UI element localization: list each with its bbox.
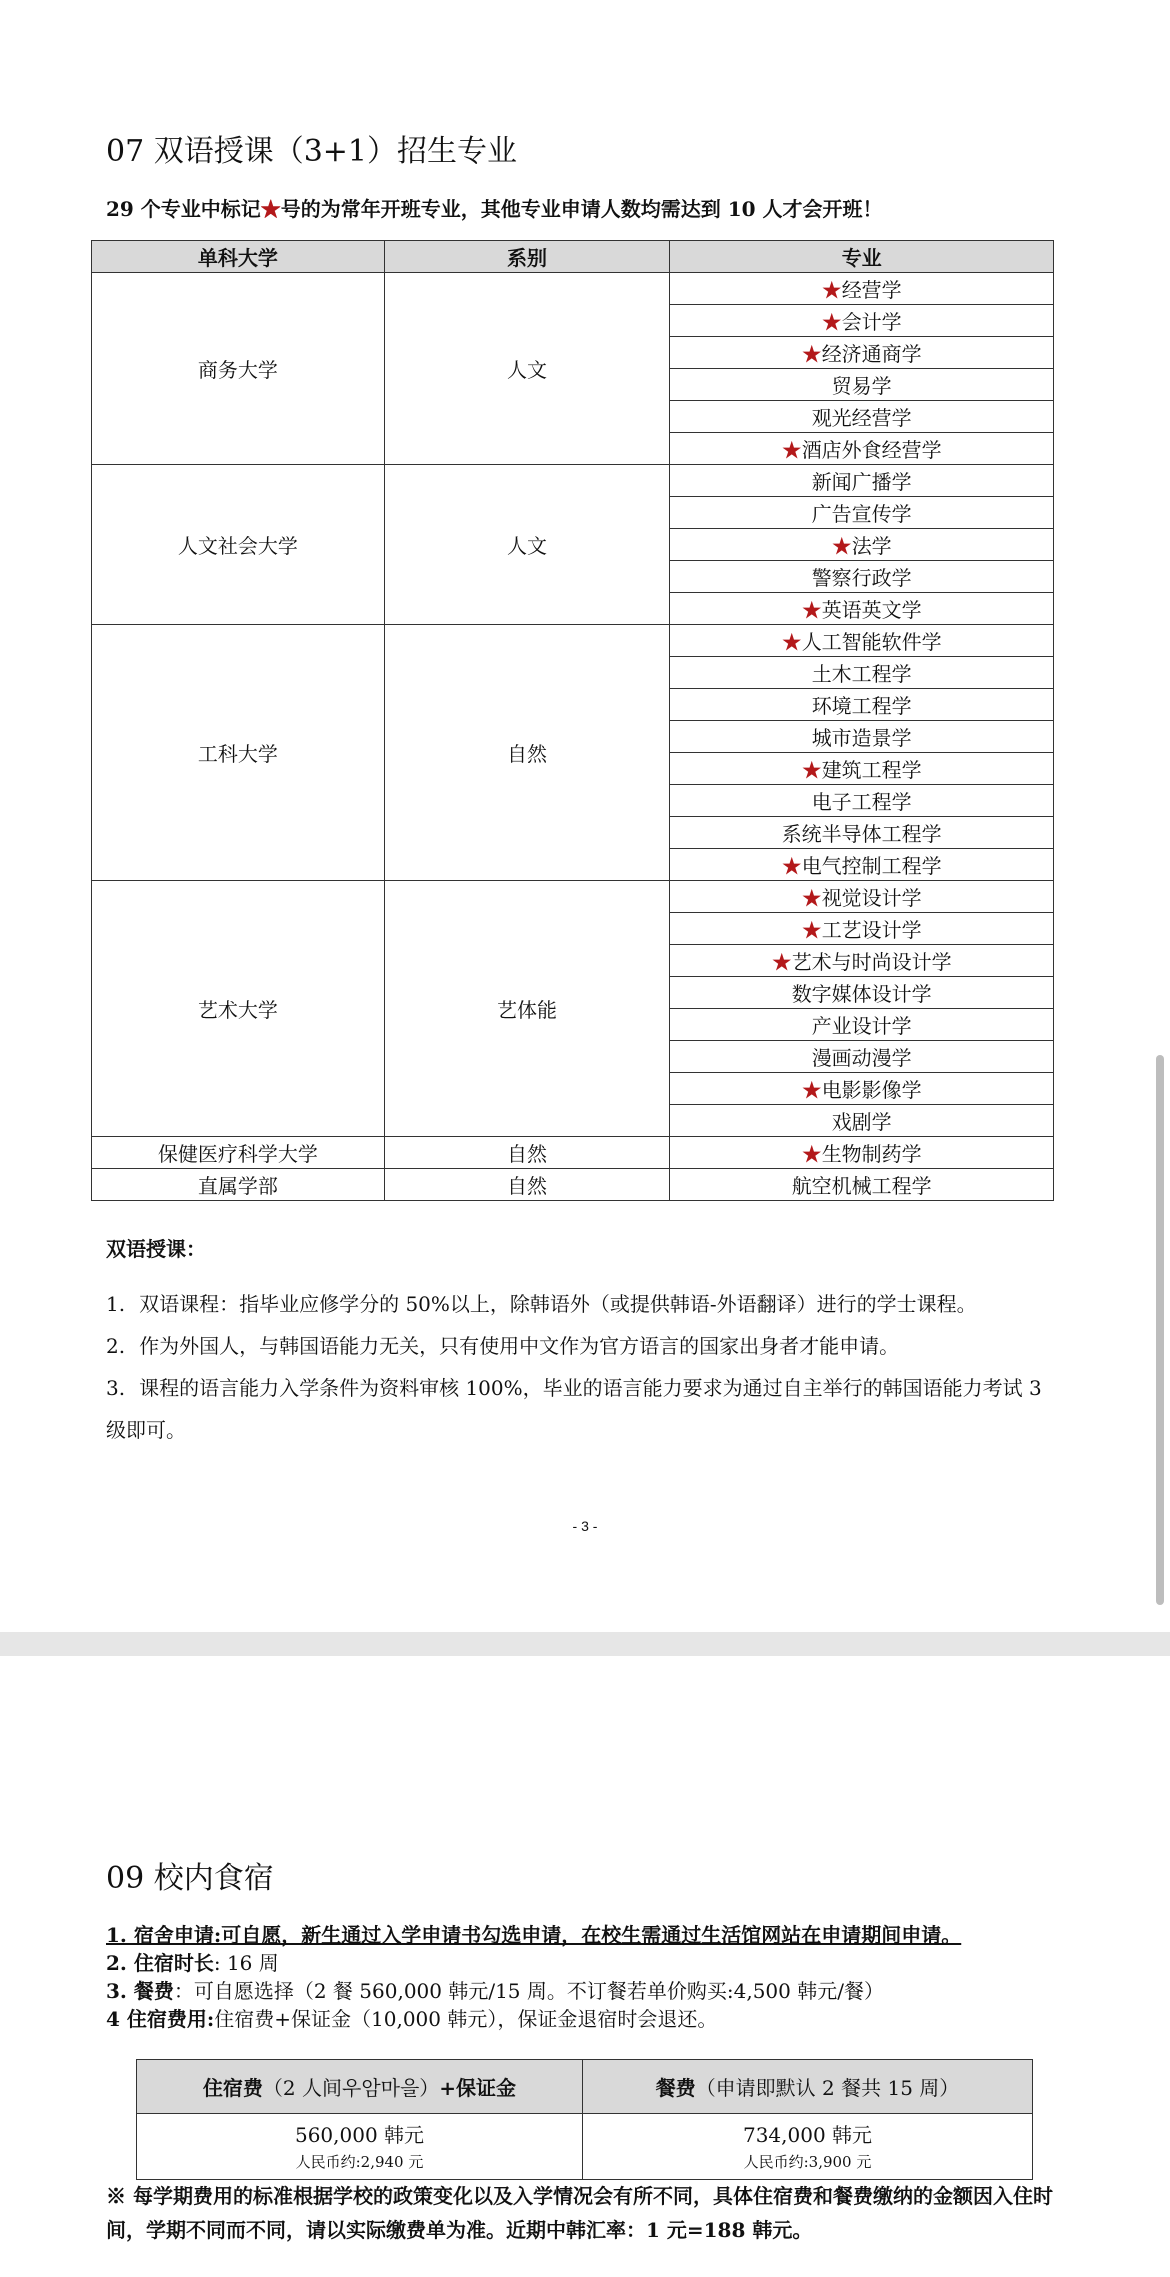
major-name: 法学 [851,534,892,558]
star-icon: ★ [781,854,802,878]
major-cell [670,305,1054,337]
major-cell [670,401,1054,433]
major-name: 酒店外食经营学 [801,438,942,462]
major-cell [670,785,1054,817]
star-icon: ★ [801,598,822,622]
note-text-a: 29 个专业中标记 [106,197,261,221]
table-row [92,273,1054,305]
star-icon: ★ [781,630,802,654]
list-item: 3. 课程的语言能力入学条件为资料审核 100%，毕业的语言能力要求为通过自主举行的韩国语能力考试 3 级即可。 [106,1376,1042,1442]
list-item-fee: 4 住宿费用:住宿费+保证金（10,000 韩元），保证金退宿时会退还。 [106,2007,718,2031]
major-name: 观光经营学 [811,406,912,430]
star-icon: ★ [831,534,852,558]
table-row [92,1137,1054,1169]
star-icon: ★ [821,310,842,334]
list-item: 2. 作为外国人，与韩国语能力无关，只有使用中文作为官方语言的国家出身者才能申请。 [106,1334,900,1358]
meal-fee-cell: 734,000 韩元 人民币约:3,900 元 [583,2114,1033,2180]
dept-cell: 人文 [384,465,670,625]
fee-table [136,2059,1033,2180]
major-name: 英语英文学 [821,598,922,622]
dorm-info-list [106,1921,961,2033]
major-name: 电气控制工程学 [801,854,942,878]
note-text-b: 号的为常年开班专业，其他专业申请人数均需达到 10 人才会开班！ [280,197,883,221]
star-icon: ★ [801,342,822,366]
star-icon: ★ [821,278,842,302]
star-icon: ★ [801,1142,822,1166]
list-item: 1. 双语课程：指毕业应修学分的 50%以上，除韩语外（或提供韩语-外语翻译）进行的学士课程。 [106,1292,977,1316]
list-item-stay: 2. 住宿时长: 16 周 [106,1951,279,1975]
major-name: 贸易学 [831,374,892,398]
star-icon: ★ [801,886,822,910]
major-name: 人工智能软件学 [801,630,942,654]
major-cell [670,337,1054,369]
major-name: 戏剧学 [831,1110,892,1134]
section-title-bilingual: 07 双语授课（3+1）招生专业 [106,134,518,169]
list-item-dorm-apply: 1. 宿舍申请:可自愿，新生通过入学申请书勾选申请，在校生需通过生活馆网站在申请期间申请。 [106,1923,962,1947]
college-cell: 商务大学 [92,273,385,465]
major-name: 电子工程学 [811,790,912,814]
major-cell [670,753,1054,785]
major-cell [670,977,1054,1009]
major-name: 经营学 [841,278,902,302]
dept-cell: 艺体能 [384,881,670,1137]
major-cell [670,1073,1054,1105]
major-name: 生物制药学 [821,1142,922,1166]
fee-table-row [137,2114,1033,2180]
major-name: 数字媒体设计学 [791,982,932,1006]
table-row [92,465,1054,497]
table-row [92,1169,1054,1201]
major-name: 建筑工程学 [821,758,922,782]
bilingual-list [106,1283,1066,1451]
major-cell [670,529,1054,561]
major-name: 漫画动漫学 [811,1046,912,1070]
star-icon: ★ [801,1078,822,1102]
dept-cell: 人文 [384,273,670,465]
college-cell: 直属学部 [92,1169,385,1201]
major-cell [670,817,1054,849]
college-cell: 艺术大学 [92,881,385,1137]
list-item-meal: 3. 餐费：可自愿选择（2 餐 560,000 韩元/15 周。不订餐若单价购买:4,500 韩元/餐） [106,1979,884,2003]
college-cell: 保健医疗科学大学 [92,1137,385,1169]
major-cell [670,945,1054,977]
star-icon: ★ [801,918,822,942]
fee-footnote: ※ 每学期费用的标准根据学校的政策变化以及入学情况会有所不同，具体住宿费和餐费缴纳的金额因入住时间，学期不同而不同，请以实际缴费单为准。近期中韩汇率：1 元=188 韩元。 [106,2184,1053,2242]
major-cell [670,465,1054,497]
header-dorm-fee: 住宿费（2 人间우암마을）+保证金 [137,2060,583,2114]
major-cell [670,689,1054,721]
college-cell: 人文社会大学 [92,465,385,625]
major-cell [670,1009,1054,1041]
star-icon: ★ [771,950,792,974]
major-name: 视觉设计学 [821,886,922,910]
major-name: 艺术与时尚设计学 [791,950,952,974]
major-cell [670,273,1054,305]
major-cell [670,593,1054,625]
header-college: 单科大学 [92,241,385,273]
dorm-fee-cell: 560,000 韩元 人民币约:2,940 元 [137,2114,583,2180]
major-cell [670,657,1054,689]
majors-table-header-row [92,241,1054,273]
major-cell [670,433,1054,465]
star-icon: ★ [260,197,281,221]
major-name: 工艺设计学 [821,918,922,942]
major-cell [670,561,1054,593]
fee-table-header-row [137,2060,1033,2114]
major-cell [670,721,1054,753]
major-name: 广告宣传学 [811,502,912,526]
major-name: 新闻广播学 [811,470,912,494]
dept-cell: 自然 [384,625,670,881]
section-title-dorm: 09 校内食宿 [106,1861,274,1896]
major-cell [670,881,1054,913]
major-name: 系统半导体工程学 [781,822,942,846]
major-name: 环境工程学 [811,694,912,718]
major-cell [670,1169,1054,1201]
major-name: 航空机械工程学 [791,1174,932,1198]
star-note [106,193,883,222]
major-name: 电影影像学 [821,1078,922,1102]
major-cell [670,1105,1054,1137]
major-name: 城市造景学 [811,726,912,750]
header-meal-fee: 餐费（申请即默认 2 餐共 15 周） [583,2060,1033,2114]
dept-cell: 自然 [384,1169,670,1201]
college-cell: 工科大学 [92,625,385,881]
header-dept: 系别 [384,241,670,273]
scrollbar-thumb[interactable] [1156,1055,1164,1605]
star-icon: ★ [801,758,822,782]
majors-table-body [92,273,1054,1201]
bilingual-heading: 双语授课： [106,1237,206,1261]
major-name: 产业设计学 [811,1014,912,1038]
major-cell [670,369,1054,401]
table-row [92,625,1054,657]
major-name: 会计学 [841,310,902,334]
dept-cell: 自然 [384,1137,670,1169]
major-cell [670,497,1054,529]
major-cell [670,625,1054,657]
major-cell [670,1137,1054,1169]
header-major: 专业 [670,241,1054,273]
major-name: 经济通商学 [821,342,922,366]
page-number: - 3 - [572,1518,598,1534]
major-cell [670,913,1054,945]
table-row [92,881,1054,913]
major-cell [670,1041,1054,1073]
major-name: 警察行政学 [811,566,912,590]
major-cell [670,849,1054,881]
majors-table [91,240,1054,1201]
major-name: 土木工程学 [811,662,912,686]
star-icon: ★ [781,438,802,462]
